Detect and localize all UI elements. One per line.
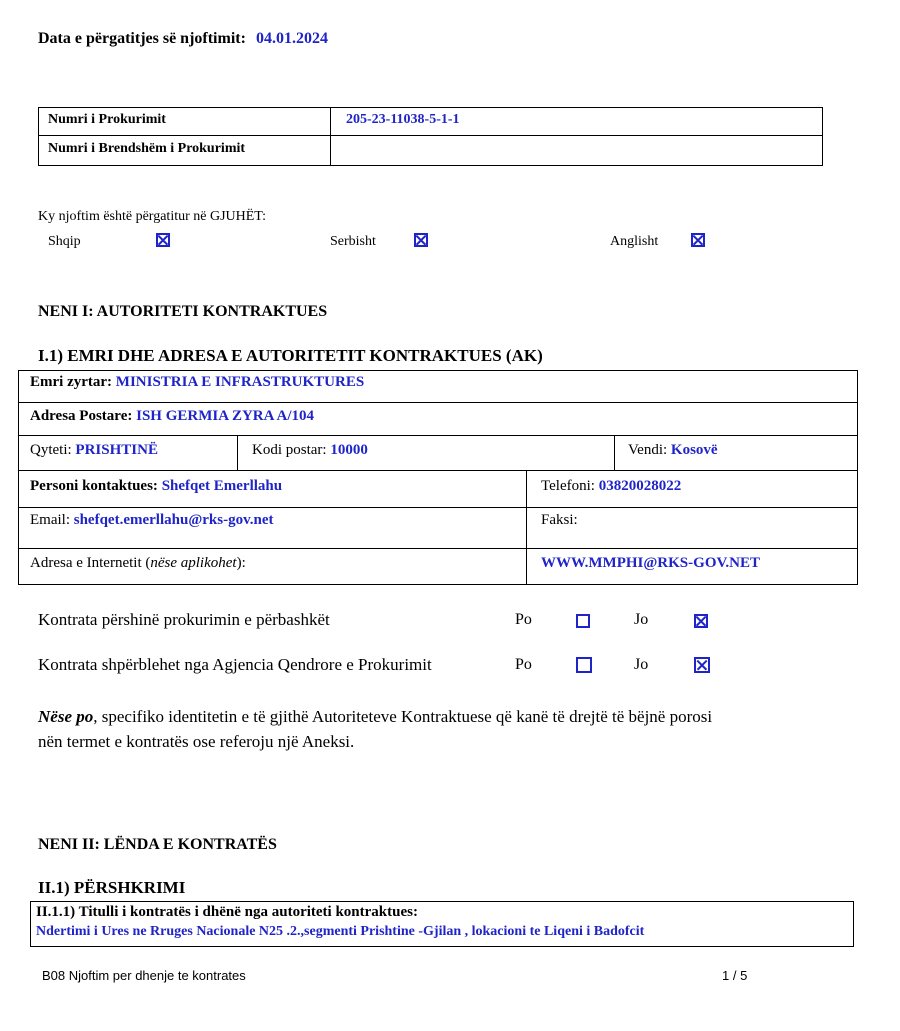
internet-label-italic: nëse aplikohet xyxy=(150,555,237,571)
section2-title: NENI II: LËNDA E KONTRATËS xyxy=(38,836,277,853)
authority-row-divider-3 xyxy=(18,470,858,471)
question-joint-yes-label: Po xyxy=(515,611,532,628)
procurement-number-value: 205-23-11038-5-1-1 xyxy=(346,112,460,127)
contact-cell xyxy=(22,478,282,495)
language-serbisht-checkbox[interactable] xyxy=(414,233,428,247)
language-shqip-checkbox[interactable] xyxy=(156,233,170,247)
authority-col-divider-city xyxy=(237,435,238,470)
email-value: shefqet.emerllahu@rks-gov.net xyxy=(73,512,274,528)
postal-address-row: Adresa Postare: ISH GERMIA ZYRA A/104 xyxy=(30,408,315,424)
note-lead: Nëse po xyxy=(38,707,94,726)
note-line1: , specifiko identitetin e të gjithë Autoriteteve Kontraktuese që kanë të drejtë të bëjnë porosi xyxy=(93,707,713,726)
internal-number-label: Numri i Brendshëm i Prokurimit xyxy=(48,141,246,156)
postal-code-value: 10000 xyxy=(330,442,368,458)
question-joint-procurement: Kontrata përshinë prokurimin e përbashkët xyxy=(38,610,330,629)
authority-row-divider-5 xyxy=(18,548,858,549)
prep-date-value: 04.01.2024 xyxy=(255,30,328,47)
country-label: Vendi: xyxy=(628,442,668,458)
email-label: Email: xyxy=(30,512,70,528)
procurement-table-col-divider xyxy=(330,107,331,166)
question-joint-no-checkbox[interactable] xyxy=(694,614,708,628)
question-joint-yes-checkbox[interactable] xyxy=(576,614,590,628)
fax-label: Faksi: xyxy=(541,512,578,528)
language-anglisht-checkbox[interactable] xyxy=(691,233,705,247)
phone-cell xyxy=(533,478,681,495)
internet-label-cell xyxy=(22,555,246,572)
official-name-label: Emri zyrtar: xyxy=(30,374,113,390)
footer-page-number: 1 / 5 xyxy=(722,968,748,983)
prep-date-line xyxy=(38,30,328,48)
phone-value: 03820028022 xyxy=(598,478,682,494)
prep-date-label: Data e përgatitjes së njoftimit: xyxy=(38,30,246,47)
authority-col-divider-right xyxy=(526,470,527,585)
question-central-no-label: Jo xyxy=(634,656,649,673)
language-anglisht-label: Anglisht xyxy=(610,234,659,249)
section1-subtitle: I.1) EMRI DHE ADRESA E AUTORITETIT KONTRAKTUES (AK) xyxy=(38,346,543,365)
city-label: Qyteti: xyxy=(30,442,72,458)
postal-code-label: Kodi postar: xyxy=(252,442,327,458)
procurement-table-divider xyxy=(38,135,823,136)
email-cell xyxy=(22,512,274,529)
contract-title-label: II.1.1) Titulli i kontratës i dhënë nga autoriteti kontraktues: xyxy=(36,904,418,920)
languages-intro: Ky njoftim është përgatitur në GJUHËT: xyxy=(38,209,267,224)
official-name-row xyxy=(22,374,364,391)
question-central-yes-checkbox[interactable] xyxy=(576,657,592,673)
question-central-agency: Kontrata shpërblehet nga Agjencia Qendrore e Prokurimit xyxy=(38,655,432,674)
official-name-value: MINISTRIA E INFRASTRUKTURES xyxy=(115,374,365,390)
fax-cell xyxy=(533,512,578,529)
language-shqip-label: Shqip xyxy=(48,234,81,249)
authority-row-divider-4 xyxy=(18,507,858,508)
country-value: Kosovë xyxy=(670,442,718,458)
note-paragraph xyxy=(38,704,868,754)
authority-row-divider-1 xyxy=(18,402,858,403)
postal-address-label: Adresa Postare xyxy=(30,408,128,424)
note-line2: nën termet e kontratës ose referoju një Aneksi. xyxy=(38,732,355,751)
phone-label: Telefoni: xyxy=(541,478,595,494)
question-central-yes-label: Po xyxy=(515,656,532,673)
footer-form-code: B08 Njoftim per dhenje te kontrates xyxy=(42,968,246,983)
section1-title: NENI I: AUTORITETI KONTRAKTUES xyxy=(38,303,328,320)
contact-value: Shefqet Emerllahu xyxy=(161,478,283,494)
authority-col-divider-postal xyxy=(614,435,615,470)
question-central-no-checkbox[interactable] xyxy=(694,657,710,673)
city-value: PRISHTINË xyxy=(75,442,158,458)
procurement-number-label: Numri i Prokurimit xyxy=(48,112,166,127)
authority-row-divider-2 xyxy=(18,435,858,436)
postal-code-cell xyxy=(244,442,368,459)
section2-subtitle: II.1) PËRSHKRIMI xyxy=(38,878,186,897)
language-serbisht-label: Serbisht xyxy=(330,234,376,249)
postal-address-value: ISH GERMIA ZYRA A/104 xyxy=(136,408,315,424)
internet-label-end: ): xyxy=(236,555,246,571)
internet-value: WWW.MMPHI@RKS-GOV.NET xyxy=(541,555,760,571)
internet-label: Adresa e Internetit ( xyxy=(30,555,151,571)
city-cell xyxy=(22,442,158,459)
contract-title-value: Ndertimi i Ures ne Rruges Nacionale N25 .2.,segmenti Prishtine -Gjilan , lokacioni te Liqeni i Badofcit xyxy=(36,924,645,939)
contact-label: Personi kontaktues: xyxy=(30,478,158,494)
country-cell xyxy=(620,442,718,459)
question-joint-no-label: Jo xyxy=(634,611,649,628)
